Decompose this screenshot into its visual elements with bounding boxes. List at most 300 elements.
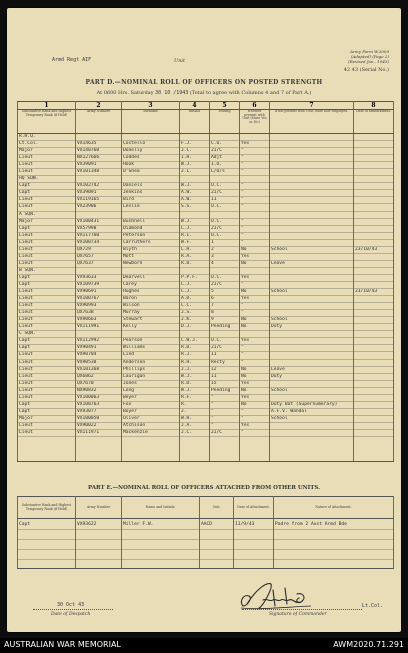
table-cell: Yes — [240, 394, 270, 401]
column-number: 3 — [122, 102, 180, 110]
table-cell: I.H. — [180, 155, 210, 162]
officers-roll-table — [17, 101, 394, 462]
table-cell — [354, 408, 394, 415]
table-cell: Duty — [270, 373, 354, 380]
table-cell — [354, 317, 394, 324]
table-cell: 2I/C — [210, 190, 240, 197]
table-cell: A.F.V. Wandal — [270, 408, 354, 415]
table-cell: W.J. — [180, 183, 210, 190]
table-cell — [270, 225, 354, 232]
table-cell: Lieut — [18, 352, 76, 359]
table-cell: Capt — [18, 519, 76, 530]
table-row — [18, 141, 394, 148]
table-cell: Lieut — [18, 289, 76, 296]
table-cell: Lieut — [18, 239, 76, 246]
table-cell: Yes — [240, 422, 270, 429]
table-cell: Capt — [18, 338, 76, 345]
table-cell: Yes — [240, 338, 270, 345]
table-cell: Yes — [240, 274, 270, 281]
blank-cell — [76, 530, 122, 540]
blank-row — [18, 540, 394, 550]
table-cell: R.D. — [180, 380, 210, 387]
table-cell — [270, 359, 354, 366]
table-cell: Mackenzie — [122, 429, 180, 436]
table-row — [18, 324, 394, 331]
blank-cell — [234, 560, 274, 569]
blank-cell — [200, 560, 234, 569]
table-cell: 4 — [210, 260, 240, 267]
table-cell — [270, 148, 354, 155]
table-cell — [354, 415, 394, 422]
table-row — [18, 422, 394, 429]
blank-cell — [18, 540, 76, 550]
table-cell: 11 — [210, 373, 240, 380]
attached-officers-body — [18, 497, 394, 569]
army-form-block — [348, 49, 389, 64]
table-cell — [270, 267, 354, 274]
table-cell: No — [240, 289, 270, 296]
table-cell — [180, 176, 210, 183]
table-cell: Lieut — [18, 324, 76, 331]
table-cell: J.L. — [180, 169, 210, 176]
table-cell: " — [240, 303, 270, 310]
signature-label: Signature of Commander — [269, 612, 327, 617]
table-cell — [270, 274, 354, 281]
table-cell: L/O/s — [210, 169, 240, 176]
table-cell: NX90832 — [76, 387, 122, 394]
table-cell: Daniels — [122, 183, 180, 190]
blank-cell — [18, 560, 76, 569]
table-cell — [270, 253, 354, 260]
table-row — [18, 331, 394, 338]
table-cell: 2I/C — [210, 225, 240, 232]
table-cell — [76, 211, 122, 218]
table-cell: VX100431 — [76, 218, 122, 225]
table-cell: Lieut — [18, 197, 76, 204]
blank-cell — [122, 540, 200, 550]
table-cell — [354, 218, 394, 225]
table-cell: VX119165 — [76, 197, 122, 204]
table-cell: Peterson — [122, 232, 180, 239]
blank-cell — [234, 550, 274, 560]
table-row — [18, 197, 394, 204]
table-cell — [354, 331, 394, 338]
unit-label: Unit — [174, 58, 186, 64]
table-row — [18, 211, 394, 218]
table-cell: " — [240, 204, 270, 211]
table-cell: Williams — [122, 345, 180, 352]
table-cell: QX7637 — [76, 260, 122, 267]
table-cell — [354, 260, 394, 267]
table-cell: C.C. — [180, 303, 210, 310]
table-cell: Phillips — [122, 366, 180, 373]
table-cell: L.H. — [180, 246, 210, 253]
table-cell — [270, 296, 354, 303]
blank-cell — [76, 540, 122, 550]
table-cell: Lieut — [18, 162, 76, 169]
table-cell: AACD — [200, 519, 234, 530]
table-cell: " — [210, 408, 240, 415]
table-cell: " — [240, 359, 270, 366]
table-cell — [354, 429, 394, 436]
table-cell: VX111971 — [76, 429, 122, 436]
table-row — [18, 134, 394, 141]
table-cell: " — [210, 422, 240, 429]
blank-cell — [274, 530, 394, 540]
table-row — [18, 345, 394, 352]
table-cell — [76, 176, 122, 183]
table-cell: 6 — [210, 296, 240, 303]
table-cell — [354, 267, 394, 274]
table-cell: Recty — [210, 359, 240, 366]
table-cell: HQ SQN. — [18, 176, 76, 183]
unit-name: Armd Regt AIF — [52, 57, 92, 63]
caption-institution: AUSTRALIAN WAR MEMORIAL — [4, 640, 121, 649]
table-cell — [270, 331, 354, 338]
table-cell — [354, 394, 394, 401]
table-cell: Boyer — [122, 408, 180, 415]
table-cell: Yes — [240, 141, 270, 148]
table-cell — [240, 331, 270, 338]
table-cell: 3 — [210, 253, 240, 260]
table-cell: Coddes — [122, 155, 180, 162]
despatch-label: Date of Despatch — [51, 612, 91, 617]
table-cell: Lieut — [18, 296, 76, 303]
blank-cell — [18, 437, 76, 462]
table-cell: " — [240, 218, 270, 225]
blank-cell — [180, 437, 210, 462]
column-number: 2 — [76, 102, 122, 110]
table-cell: Yes — [240, 253, 270, 260]
signature-rule — [242, 609, 362, 610]
table-row — [18, 260, 394, 267]
table-cell: Capt — [18, 401, 76, 408]
table-row — [18, 225, 394, 232]
table-cell: School — [270, 415, 354, 422]
table-cell: Major — [18, 415, 76, 422]
column-number-row — [18, 102, 394, 110]
table-cell: School — [270, 317, 354, 324]
table-cell — [240, 267, 270, 274]
table-cell — [354, 155, 394, 162]
table-cell: VX90993 — [76, 303, 122, 310]
column-number: 6 — [240, 102, 270, 110]
table-row — [18, 267, 394, 274]
column-header: Army Number — [76, 497, 122, 519]
table-cell: B SQN. — [18, 267, 76, 274]
table-cell: Anderson — [122, 359, 180, 366]
table-cell: Laurigan — [122, 373, 180, 380]
table-cell — [354, 162, 394, 169]
table-cell: School — [270, 289, 354, 296]
officers-roll-body — [18, 134, 394, 462]
table-cell: Jenkins — [122, 190, 180, 197]
table-cell: VX90022 — [76, 422, 122, 429]
table-cell: Capt — [18, 190, 76, 197]
table-cell: Lieut — [18, 380, 76, 387]
table-cell: W.H. — [180, 415, 210, 422]
blank-cell — [234, 540, 274, 550]
serial-value: 42 43 — [343, 67, 359, 73]
table-cell: " — [240, 429, 270, 436]
despatch-date: 30 Oct 43 — [57, 602, 85, 608]
table-cell: Donelly — [122, 148, 180, 155]
column-number: 1 — [18, 102, 76, 110]
part-e-title: PART E.—NOMINAL ROLL OF OFFICERS ATTACHED FROM OTHER UNITS. — [87, 485, 321, 491]
blank-cell — [18, 530, 76, 540]
column-header-row — [18, 110, 394, 134]
table-cell: Leave — [270, 260, 354, 267]
table-cell — [354, 211, 394, 218]
table-cell: Bird — [122, 197, 180, 204]
table-cell: 23/10/43 — [354, 246, 394, 253]
table-cell: W.F. — [180, 239, 210, 246]
table-cell: School — [270, 387, 354, 394]
table-cell: Duty — [270, 324, 354, 331]
table-cell: VX90538 — [76, 359, 122, 366]
blank-cell — [210, 437, 240, 462]
table-cell: Lieut — [18, 429, 76, 436]
table-cell: Yes — [240, 296, 270, 303]
table-cell: Lt.Col. — [18, 141, 76, 148]
table-cell: VX101368 — [76, 366, 122, 373]
table-row — [18, 303, 394, 310]
table-cell: Lieut — [18, 387, 76, 394]
document-page — [7, 8, 401, 632]
table-cell — [122, 134, 180, 141]
table-row — [18, 296, 394, 303]
table-cell — [354, 197, 394, 204]
table-cell — [210, 176, 240, 183]
table-cell: " — [210, 401, 240, 408]
table-cell: " — [240, 408, 270, 415]
army-form-revised: (Revised Jan., 1943) — [348, 59, 389, 64]
table-cell — [270, 169, 354, 176]
table-cell: VX101348 — [76, 169, 122, 176]
table-cell — [210, 267, 240, 274]
table-cell — [354, 352, 394, 359]
army-form-adapted: (Adapted) (Page 2) — [350, 54, 389, 59]
table-cell: Hughes — [122, 289, 180, 296]
table-cell: O.C. — [210, 204, 240, 211]
table-cell: Lieut — [18, 204, 76, 211]
table-cell: VX112992 — [76, 338, 122, 345]
blank-cell — [270, 437, 354, 462]
table-cell: Costello — [122, 141, 180, 148]
table-row — [18, 183, 394, 190]
table-row — [18, 281, 394, 288]
table-cell — [354, 303, 394, 310]
blank-cell — [122, 530, 200, 540]
table-cell: 15 — [210, 380, 240, 387]
table-cell: VX102742 — [76, 183, 122, 190]
table-row — [18, 415, 394, 422]
serial-number — [344, 67, 389, 73]
blank-cell — [122, 560, 200, 569]
table-cell: No — [240, 366, 270, 373]
table-cell: Duty Bat (Supernumerary) — [270, 401, 354, 408]
table-cell: L.J. — [180, 225, 210, 232]
table-cell — [354, 190, 394, 197]
table-row — [18, 401, 394, 408]
column-header: Substantive Rank and Highest Temporary Rank (if Held) — [18, 497, 76, 519]
table-row — [18, 394, 394, 401]
table-cell — [354, 380, 394, 387]
column-number: 7 — [270, 102, 354, 110]
attached-header-row — [18, 497, 394, 519]
blank-cell — [200, 550, 234, 560]
table-cell: Kelly — [122, 324, 180, 331]
table-cell: " — [210, 394, 240, 401]
table-cell: VX57990 — [76, 225, 122, 232]
table-cell — [270, 190, 354, 197]
table-cell: " — [240, 281, 270, 288]
table-cell — [270, 380, 354, 387]
table-cell: VX90704 — [76, 352, 122, 359]
table-cell — [122, 331, 180, 338]
table-cell — [354, 338, 394, 345]
table-row — [18, 380, 394, 387]
table-cell: VX111991 — [76, 324, 122, 331]
table-cell: Adjt — [210, 155, 240, 162]
table-cell: QX7670 — [76, 380, 122, 387]
table-cell — [180, 267, 210, 274]
column-header: Initials — [180, 110, 210, 134]
table-row — [18, 338, 394, 345]
blank-cell — [274, 550, 394, 560]
table-cell: " — [240, 345, 270, 352]
table-cell — [122, 267, 180, 274]
table-cell — [270, 232, 354, 239]
table-cell — [354, 310, 394, 317]
table-cell: A SQN. — [18, 211, 76, 218]
table-cell: Jones — [122, 380, 180, 387]
table-cell — [354, 204, 394, 211]
table-row — [18, 274, 394, 281]
table-cell: VX14635 — [76, 141, 122, 148]
blank-cell — [240, 437, 270, 462]
table-cell: Blyth — [122, 246, 180, 253]
commander-rank: Lt.Col. — [362, 603, 384, 609]
table-row — [18, 246, 394, 253]
table-cell — [270, 141, 354, 148]
table-cell: O.C. — [210, 218, 240, 225]
table-cell: P.P.F. — [180, 274, 210, 281]
table-cell: " — [240, 232, 270, 239]
table-cell — [270, 394, 354, 401]
table-cell: QX7638 — [76, 310, 122, 317]
table-cell: VX90663 — [76, 317, 122, 324]
blank-row — [18, 437, 394, 462]
table-cell: Lieut — [18, 169, 76, 176]
blank-cell — [76, 550, 122, 560]
table-cell: " — [240, 239, 270, 246]
blank-cell — [234, 530, 274, 540]
blank-cell — [200, 530, 234, 540]
table-cell — [354, 176, 394, 183]
blank-cell — [76, 437, 122, 462]
table-cell: C.W.J. — [180, 338, 210, 345]
table-cell: R.I. — [180, 232, 210, 239]
table-cell: VX23906 — [76, 204, 122, 211]
table-cell — [76, 331, 122, 338]
table-cell — [354, 169, 394, 176]
table-cell — [270, 239, 354, 246]
column-number: 8 — [354, 102, 394, 110]
table-cell — [180, 211, 210, 218]
table-cell: No — [240, 373, 270, 380]
table-cell: Lieut — [18, 359, 76, 366]
table-cell — [270, 281, 354, 288]
table-cell: W.J. — [180, 218, 210, 225]
table-cell: VX140760 — [76, 148, 122, 155]
table-cell — [122, 211, 180, 218]
table-row — [18, 387, 394, 394]
table-cell: A.W. — [180, 190, 210, 197]
table-cell: Lieut — [18, 260, 76, 267]
table-cell: Diamond — [122, 225, 180, 232]
table-cell: Stewart — [122, 317, 180, 324]
column-header: Nature of Attachment. — [274, 497, 394, 519]
table-cell: D.J. — [180, 324, 210, 331]
table-cell: Pending — [210, 387, 240, 394]
table-row — [18, 253, 394, 260]
table-cell: Atchison — [122, 422, 180, 429]
blank-cell — [122, 437, 180, 462]
table-cell: O'Shea — [122, 169, 180, 176]
table-cell — [354, 239, 394, 246]
table-cell: " — [240, 183, 270, 190]
table-cell — [76, 267, 122, 274]
table-cell — [240, 211, 270, 218]
table-cell: R.D. — [180, 345, 210, 352]
table-cell: No — [240, 387, 270, 394]
table-cell: VX93633 — [76, 274, 122, 281]
table-cell — [354, 141, 394, 148]
table-cell — [270, 352, 354, 359]
table-row — [18, 162, 394, 169]
table-cell — [354, 134, 394, 141]
table-cell: R.F. — [180, 394, 210, 401]
table-cell — [180, 331, 210, 338]
table-cell: J.K. — [180, 317, 210, 324]
table-cell: VX100734 — [76, 239, 122, 246]
table-cell: Long — [122, 387, 180, 394]
table-cell: Miller F.W. — [122, 519, 200, 530]
table-cell: Capt — [18, 274, 76, 281]
table-cell: Leave — [270, 366, 354, 373]
table-cell: " — [240, 162, 270, 169]
table-cell: R.H.Q. — [18, 134, 76, 141]
blank-cell — [122, 550, 200, 560]
column-header: If not present with Unit, state how employed. — [270, 110, 354, 134]
table-cell: QX729 — [76, 246, 122, 253]
table-cell: Capt — [18, 408, 76, 415]
table-cell: Capt — [18, 345, 76, 352]
table-cell: W.J. — [180, 373, 210, 380]
table-cell: " — [240, 310, 270, 317]
table-cell: Lieut — [18, 303, 76, 310]
table-cell: " — [240, 225, 270, 232]
table-cell — [240, 134, 270, 141]
table-cell: 11/9/43 — [234, 519, 274, 530]
table-cell: R.J. — [180, 352, 210, 359]
table-row — [18, 366, 394, 373]
table-cell: Lieut — [18, 366, 76, 373]
table-cell: 11 — [210, 197, 240, 204]
table-cell: R.A. — [180, 253, 210, 260]
column-header: Substantive Rank and Highest Temporary Rank (if Held) — [18, 110, 76, 134]
